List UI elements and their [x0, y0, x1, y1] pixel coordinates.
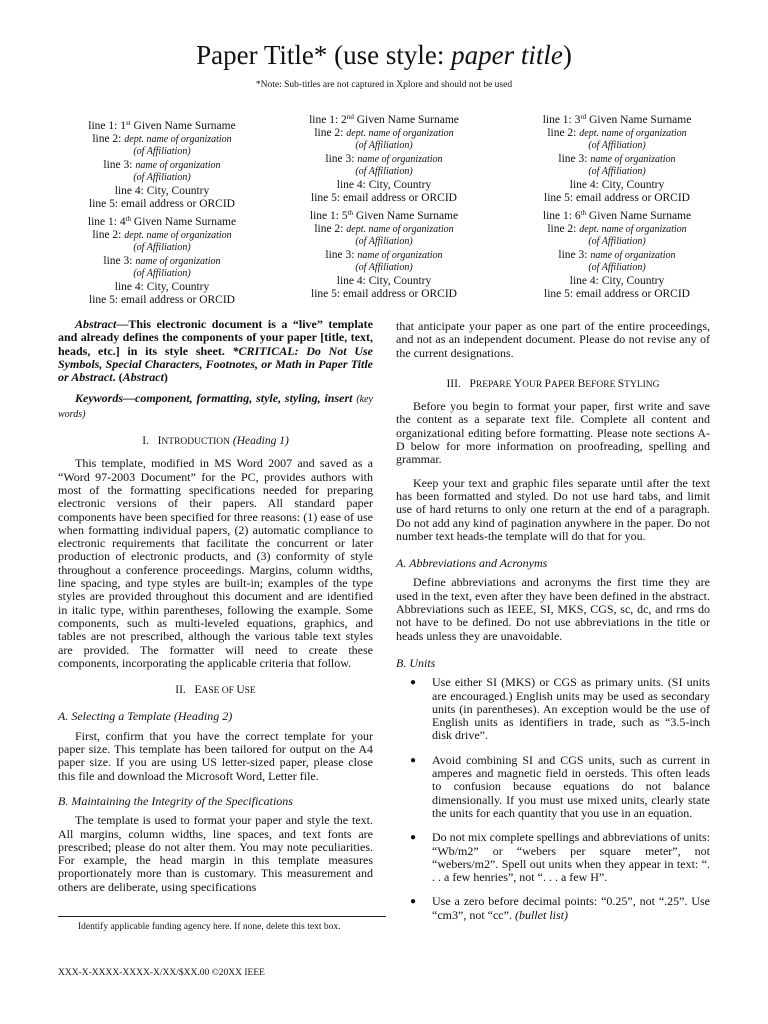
bullet-icon: ● [410, 677, 417, 689]
abbreviations-body: Define abbreviations and acronyms the first time they are used in the text, even after they have been defined in the abstract. Abbreviations such as IEEE, SI, MKS, CGS, sc, dc, and rms do not have to be defined. Do not use abbreviations in the title or heads unless they are unavoidable. [396, 575, 710, 643]
author-block-2: line 1: 2nd Given Name Surname line 2: dept. name of organization (of Affiliation) line 3: name of organization (of Affiliation) line 4: City, Country line 5: email address or ORCID [309, 113, 459, 204]
continued-text: that anticipate your paper as one part of the entire proceedings, and not as an independent document. Please do not revise any of the current designations. [396, 319, 710, 360]
bullet-icon: ● [410, 754, 417, 766]
abstract: Abstract—This electronic document is a “live” template and already defines the components of your paper [title, text, heads, etc.] in its style sheet. *CRITICAL: Do Not Use Symbols, Special Characters, Footnotes, or Math in Paper Title or Abstract. (Abstract) [58, 317, 373, 385]
list-item: ● Use a zero before decimal points: “0.25”, not “.25”. Use “cm3”, not “cc”. (bullet list) [410, 894, 710, 922]
bullet-icon: ● [410, 896, 417, 908]
author-block-6: line 1: 6th Given Name Surname line 2: dept. name of organization (of Affiliation) line 3: name of organization (of Affiliation) line 4: City, Country line 5: email address or ORCID [542, 209, 692, 300]
subheading-abbreviations: A. Abbreviations and Acronyms [396, 556, 548, 571]
selecting-template-body: First, confirm that you have the correct template for your paper size. This template has been tailored for output on the A4 paper size. If you are using US letter-sized paper, please close this file and download the Microsoft Word, Letter file. [58, 728, 373, 783]
paper-title: Paper Title* (use style: paper title) [196, 40, 572, 70]
subheading-selecting-template: A. Selecting a Template (Heading 2) [58, 709, 233, 724]
section-heading-prepare: III. PREPARE YOUR PAPER BEFORE STYLING [446, 377, 660, 390]
list-item: ● Do not mix complete spellings and abbreviations of units: “Wb/m2” or “webers per square meter”, not “webers/m2”. Spell out units when they appear in text: “. . . a few henries”, not “. . . a few H”. [410, 830, 710, 885]
subtitle-note: *Note: Sub-titles are not captured in Xplore and should not be used [255, 80, 513, 90]
list-item: ● Avoid combining SI and CGS units, such as current in amperes and magnetic field in oersteds. This often leads to confusion because equations do not balance dimensionally. If you must use mixed units, clearly state the units for each quantity that you use in an equation. [410, 752, 710, 820]
copyright-line: XXX-X-XXXX-XXXX-X/XX/$XX.00 ©20XX IEEE [58, 968, 265, 978]
prepare-body-2: Keep your text and graphic files separate until after the text has been formatted and styled. Do not use hard tabs, and limit use of hard returns to only one return at the end of a paragraph. Do not add any kind of pagination anywhere in the paper. Do not number text heads-the template will do that for you. [396, 475, 710, 543]
introduction-body: This template, modified in MS Word 2007 and saved as a “Word 97-2003 Document” for the PC, provides authors with most of the formatting specifications needed for preparing electronic versions of their papers. All standard paper components have been specified for three reasons: (1) ease of use when formatting individual papers, (2) automatic compliance to electronic requirements that facilitate the concurrent or later production of electronic products, and (3) conformity of style throughout a conference proceedings. Margins, column widths, line spacing, and type styles are built-in; examples of the type styles are provided throughout this document and are identified in italic type, within parentheses, following the example. Some components, such as multi-leveled equations, graphics, and tables are not prescribed, although the various table text styles are provided. The formatter will need to create these components, incorporating the applicable criteria that follow. [58, 456, 373, 670]
list-item: ● Use either SI (MKS) or CGS as primary units. (SI units are encouraged.) English units may be used as secondary units (in parentheses). An exception would be the use of English units as identifiers in trade, such as “3.5-inch disk drive”. [410, 675, 710, 743]
section-heading-introduction: I. INTRODUCTION (Heading 1) [142, 435, 289, 448]
bullet-icon: ● [410, 832, 417, 844]
left-column [58, 318, 373, 894]
prepare-body-1: Before you begin to format your paper, first write and save the content as a separate text file. Complete all content and organizational editing before formatting. Please note sections A-D below for more information on proofreading, spelling and grammar. [396, 399, 710, 467]
section-heading-ease-of-use: II. EASE OF USE [175, 684, 256, 697]
units-list [396, 676, 710, 922]
keywords: Keywords—component, formatting, style, styling, insert (key words) [58, 391, 373, 420]
subheading-integrity: B. Maintaining the Integrity of the Specifications [58, 793, 293, 808]
author-block-5: line 1: 5th Given Name Surname line 2: dept. name of organization (of Affiliation) line 3: name of organization (of Affiliation) line 4: City, Country line 5: email address or ORCID [309, 209, 459, 300]
right-column [396, 320, 710, 933]
author-block-1: line 1: 1st Given Name Surname line 2: dept. name of organization (of Affiliation) line 3: name of organization (of Affiliation) line 4: City, Country line 5: email address or ORCID [88, 119, 236, 210]
subheading-units: B. Units [396, 655, 436, 670]
integrity-body: The template is used to format your paper and style the text. All margins, column widths, line spaces, and text fonts are prescribed; please do not alter them. You may note peculiarities. For example, the head margin in this template measures proportionately more than is customary. This measurement and others are deliberate, using specifications [58, 813, 373, 894]
funding-note: Identify applicable funding agency here. If none, delete this text box. [78, 922, 341, 932]
footnote-divider [58, 916, 386, 917]
author-block-4: line 1: 4th Given Name Surname line 2: dept. name of organization (of Affiliation) line 3: name of organization (of Affiliation) line 4: City, Country line 5: email address or ORCID [87, 215, 237, 306]
author-block-3: line 1: 3rd Given Name Surname line 2: dept. name of organization (of Affiliation) line 3: name of organization (of Affiliation) line 4: City, Country line 5: email address or ORCID [542, 113, 692, 204]
